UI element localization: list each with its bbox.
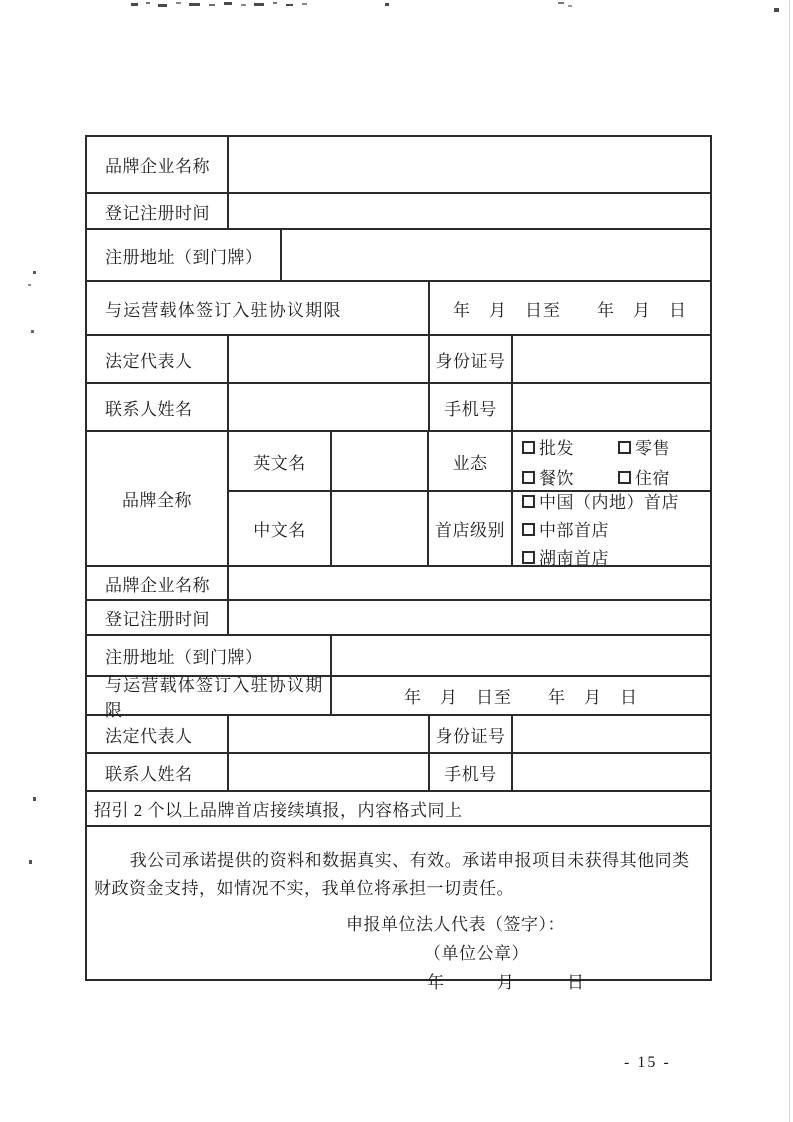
- field-input-brand2-id-number: [513, 716, 710, 752]
- field-label-brand1-contact-name: 联系人姓名: [87, 384, 229, 430]
- table-row: [87, 336, 710, 384]
- field-input-brand1-chinese-name: [332, 492, 429, 565]
- field-label-brand1-agreement: 与运营载体签订入驻协议期限: [87, 282, 430, 334]
- field-input-brand1-company-name: [229, 137, 710, 192]
- checkbox-icon: [522, 441, 535, 454]
- table-row-commitment: [87, 827, 710, 992]
- option-label: 中国（内地）首店: [539, 493, 679, 512]
- option-label: 住宿: [635, 468, 670, 488]
- field-options-store-level: [513, 492, 710, 568]
- field-input-brand1-contact-name: [229, 384, 430, 430]
- field-input-brand1-address: [282, 230, 710, 280]
- field-input-brand2-address: [332, 636, 710, 675]
- field-label-brand1-reg-time: 登记注册时间: [87, 194, 229, 228]
- field-input-brand2-contact-name: [229, 754, 430, 790]
- table-row-brand-full-name: [87, 432, 710, 567]
- checkbox-option-wholesale: [522, 434, 618, 459]
- checkbox-icon: [522, 495, 535, 508]
- field-input-brand2-company-name: [229, 567, 710, 599]
- table-row-continuation-note: [87, 792, 710, 827]
- field-input-brand2-mobile: [513, 754, 710, 790]
- field-label-brand1-store-level: 首店级别: [429, 492, 513, 565]
- field-input-brand1-reg-time: [229, 194, 710, 228]
- field-input-brand1-english-name: [332, 432, 429, 490]
- field-input-brand1-agreement: 年 月 日至 年 月 日: [453, 300, 687, 320]
- checkbox-option-china-mainland-first-store: [522, 488, 710, 513]
- page-number: - 15 -: [624, 1054, 671, 1071]
- field-label-brand2-contact-name: 联系人姓名: [87, 754, 229, 790]
- table-row: [87, 137, 710, 194]
- field-label-brand1-business-type: 业态: [429, 432, 513, 490]
- option-label: 零售: [635, 438, 670, 458]
- checkbox-option-catering: [522, 464, 618, 489]
- field-label-brand1-address: 注册地址（到门牌）: [87, 230, 282, 280]
- table-row: [87, 754, 710, 792]
- field-label-brand1-full-name: 品牌全称: [87, 432, 229, 565]
- option-label: 湖南首店: [539, 549, 609, 568]
- option-label: 中部首店: [539, 521, 609, 540]
- field-label-brand2-address: 注册地址（到门牌）: [87, 636, 332, 675]
- field-label-brand1-mobile: 手机号: [430, 384, 513, 430]
- commitment-block: [87, 827, 710, 992]
- continuation-note: 招引 2 个以上品牌首店接续填报，内容格式同上: [94, 801, 463, 820]
- checkbox-option-lodging: [618, 464, 710, 489]
- table-row: [87, 601, 710, 636]
- field-label-brand2-id-number: 身份证号: [430, 716, 513, 752]
- table-row: [87, 675, 710, 720]
- checkbox-icon: [618, 471, 631, 484]
- field-label-brand1-english-name: 英文名: [229, 432, 332, 490]
- company-seal-line: （单位公章）: [424, 944, 529, 963]
- field-label-brand1-id-number: 身份证号: [430, 336, 513, 382]
- checkbox-option-retail: [618, 434, 710, 459]
- checkbox-icon: [522, 471, 535, 484]
- field-label-brand1-chinese-name: 中文名: [229, 492, 332, 565]
- field-input-brand1-legal-rep: [229, 336, 430, 382]
- checkbox-icon: [522, 551, 535, 564]
- field-label-brand2-mobile: 手机号: [430, 754, 513, 790]
- signature-date-line: 年 月 日: [427, 973, 585, 992]
- table-row: [87, 716, 710, 754]
- table-row: [87, 230, 710, 282]
- field-input-brand2-reg-time: [229, 601, 710, 634]
- option-label: 餐饮: [539, 468, 574, 488]
- commitment-text: 我公司承诺提供的资料和数据真实、有效。承诺申报项目未获得其他同类财政资金支持，如情况不实，我单位将承担一切责任。: [94, 851, 690, 898]
- field-options-business-type: [513, 432, 710, 490]
- field-label-brand2-agreement: 与运营载体签订入驻协议期限: [87, 677, 332, 714]
- table-row: [87, 194, 710, 230]
- field-label-brand2-reg-time: 登记注册时间: [87, 601, 229, 634]
- field-label-brand2-company-name: 品牌企业名称: [87, 567, 229, 599]
- checkbox-option-central-china-first-store: [522, 516, 710, 541]
- table-row: [87, 384, 710, 432]
- checkbox-icon: [618, 441, 631, 454]
- field-input-brand2-agreement: 年 月 日至 年 月 日: [404, 688, 638, 707]
- field-label-brand1-legal-rep: 法定代表人: [87, 336, 229, 382]
- page-edge-shadow: [789, 0, 790, 1122]
- checkbox-option-hunan-first-store: [522, 544, 710, 569]
- field-label-brand1-company-name: 品牌企业名称: [87, 137, 229, 192]
- field-input-brand1-id-number: [513, 336, 710, 382]
- option-label: 批发: [539, 438, 574, 458]
- field-input-brand1-mobile: [513, 384, 710, 430]
- application-form-table: [85, 135, 712, 992]
- field-label-brand2-legal-rep: 法定代表人: [87, 716, 229, 752]
- table-row: [87, 282, 710, 336]
- table-row: [87, 567, 710, 601]
- field-input-brand2-legal-rep: [229, 716, 430, 752]
- checkbox-icon: [522, 523, 535, 536]
- signature-line: 申报单位法人代表（签字）：: [346, 915, 565, 934]
